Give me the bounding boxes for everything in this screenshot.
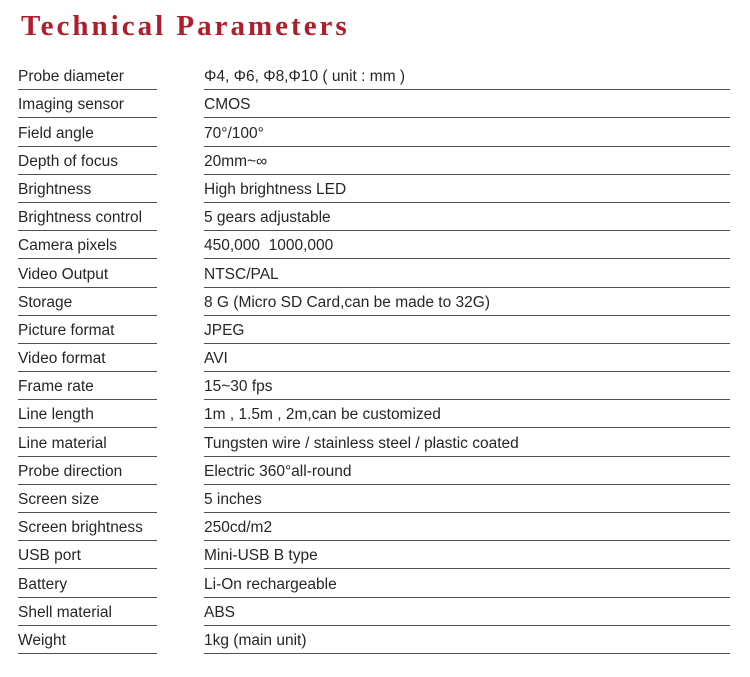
column-gap (157, 259, 204, 287)
param-label: Picture format (18, 321, 115, 339)
param-value-cell (204, 428, 730, 456)
param-label-cell (18, 231, 157, 259)
param-label: Line length (18, 406, 94, 424)
param-label-cell (18, 626, 157, 654)
param-label: Screen brightness (18, 519, 143, 537)
column-gap (157, 231, 204, 259)
param-label: Video Output (18, 265, 109, 283)
table-row (18, 400, 730, 428)
table-row (18, 62, 730, 90)
column-gap (157, 175, 204, 203)
param-value-cell (204, 457, 730, 485)
table-row (18, 569, 730, 597)
param-value: 15~30 fps (204, 378, 273, 396)
param-label: Shell material (18, 603, 112, 621)
param-label: Imaging sensor (18, 96, 124, 114)
param-label: Weight (18, 631, 66, 649)
param-value-cell (204, 118, 730, 146)
param-value: CMOS (204, 96, 251, 114)
column-gap (157, 428, 204, 456)
param-value: AVI (204, 350, 228, 368)
param-value: ABS (204, 603, 236, 621)
param-value-cell (204, 569, 730, 597)
table-row (18, 118, 730, 146)
table-row (18, 372, 730, 400)
column-gap (157, 400, 204, 428)
param-label-cell (18, 175, 157, 203)
param-value-cell (204, 344, 730, 372)
column-gap (157, 62, 204, 90)
table-row (18, 288, 730, 316)
table-row (18, 598, 730, 626)
table-row (18, 457, 730, 485)
param-value: 450,000 1000,000 (204, 237, 334, 255)
table-row (18, 147, 730, 175)
param-label-cell (18, 147, 157, 175)
param-value-cell (204, 90, 730, 118)
table-row (18, 90, 730, 118)
param-value-cell (204, 316, 730, 344)
param-value-cell (204, 513, 730, 541)
param-value: JPEG (204, 321, 245, 339)
param-label: Battery (18, 575, 68, 593)
param-value: Mini-USB B type (204, 547, 318, 565)
param-value: Tungsten wire / stainless steel / plastic coated (204, 434, 519, 452)
table-row (18, 626, 730, 654)
param-label-cell (18, 485, 157, 513)
param-value: 20mm~∞ (204, 152, 268, 170)
param-label-cell (18, 259, 157, 287)
param-value: NTSC/PAL (204, 265, 279, 283)
param-label: Probe diameter (18, 68, 124, 86)
param-label: Storage (18, 293, 73, 311)
page-title: Technical Parameters (21, 10, 350, 42)
param-value: 1kg (main unit) (204, 631, 307, 649)
param-value-cell (204, 372, 730, 400)
param-label-cell (18, 203, 157, 231)
param-label-cell (18, 372, 157, 400)
column-gap (157, 541, 204, 569)
column-gap (157, 485, 204, 513)
param-label-cell (18, 457, 157, 485)
column-gap (157, 147, 204, 175)
param-value-cell (204, 598, 730, 626)
param-label-cell (18, 344, 157, 372)
param-value: 1m , 1.5m , 2m,can be customized (204, 406, 441, 424)
table-row (18, 259, 730, 287)
param-label: Camera pixels (18, 237, 118, 255)
param-value-cell (204, 231, 730, 259)
param-label-cell (18, 513, 157, 541)
param-value: Li-On rechargeable (204, 575, 337, 593)
param-label: Video format (18, 350, 106, 368)
column-gap (157, 513, 204, 541)
param-value: 5 gears adjustable (204, 209, 331, 227)
param-value: 8 G (Micro SD Card,can be made to 32G) (204, 293, 491, 311)
param-label-cell (18, 428, 157, 456)
table-row (18, 513, 730, 541)
column-gap (157, 598, 204, 626)
param-label-cell (18, 288, 157, 316)
param-label-cell (18, 90, 157, 118)
column-gap (157, 372, 204, 400)
param-value: 250cd/m2 (204, 519, 273, 537)
column-gap (157, 626, 204, 654)
param-label-cell (18, 598, 157, 626)
param-label-cell (18, 569, 157, 597)
column-gap (157, 457, 204, 485)
param-value-cell (204, 485, 730, 513)
table-row (18, 428, 730, 456)
param-label: USB port (18, 547, 81, 565)
param-value-cell (204, 147, 730, 175)
param-value-cell (204, 541, 730, 569)
param-value: High brightness LED (204, 180, 347, 198)
param-label: Frame rate (18, 378, 94, 396)
table-row (18, 231, 730, 259)
table-row (18, 344, 730, 372)
table-row (18, 203, 730, 231)
column-gap (157, 316, 204, 344)
column-gap (157, 288, 204, 316)
param-label-cell (18, 541, 157, 569)
param-label: Field angle (18, 124, 94, 142)
param-label: Depth of focus (18, 152, 118, 170)
param-value-cell (204, 626, 730, 654)
column-gap (157, 569, 204, 597)
param-value: 5 inches (204, 491, 262, 508)
param-value: Φ4, Φ6, Φ8,Φ10 ( unit : mm ) (204, 68, 406, 86)
param-value-cell (204, 175, 730, 203)
column-gap (157, 90, 204, 118)
param-label-cell (18, 118, 157, 146)
param-value-cell (204, 400, 730, 428)
param-label: Probe direction (18, 462, 123, 480)
param-value-cell (204, 288, 730, 316)
param-value-cell (204, 203, 730, 231)
table-row (18, 175, 730, 203)
column-gap (157, 118, 204, 146)
parameters-table (18, 62, 730, 654)
table-row (18, 541, 730, 569)
column-gap (157, 344, 204, 372)
param-label: Line material (18, 434, 107, 452)
param-value: 70°/100° (204, 124, 264, 142)
param-value-cell (204, 259, 730, 287)
param-label-cell (18, 62, 157, 90)
param-value: Electric 360°all-round (204, 462, 352, 480)
column-gap (157, 203, 204, 231)
param-label-cell (18, 316, 157, 344)
param-label: Brightness (18, 180, 92, 198)
param-label: Screen size (18, 491, 99, 508)
table-row (18, 485, 730, 513)
table-row (18, 316, 730, 344)
param-value-cell (204, 62, 730, 90)
param-label: Brightness control (18, 209, 143, 227)
param-label-cell (18, 400, 157, 428)
